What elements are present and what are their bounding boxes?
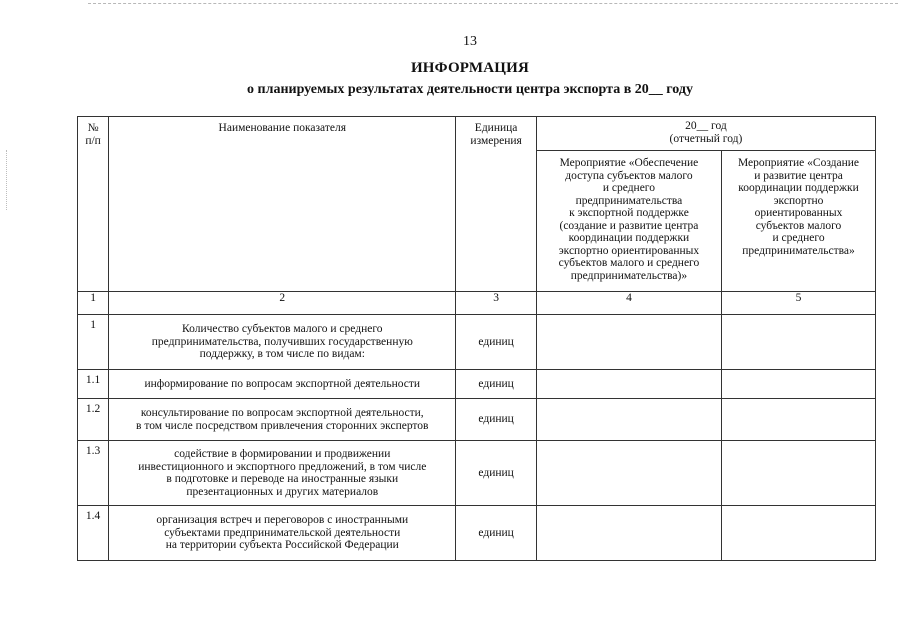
document-title: ИНФОРМАЦИЯ [410,60,530,76]
row-value-col5 [722,399,876,441]
header-num: № п/п [78,117,109,292]
column-number: 5 [722,292,876,315]
table-header-row [78,117,876,151]
table-row [78,370,876,399]
row-value-col5 [722,315,876,370]
row-unit: единиц [456,506,537,561]
row-number: 1 [78,315,109,370]
document-subtitle: о планируемых результатах деятельности центра экспорта в 20__ году [247,82,693,97]
results-table [77,116,876,561]
row-value-col4 [536,315,721,370]
scan-top-border [88,3,898,4]
row-value-col5 [722,506,876,561]
row-value-col5 [722,370,876,399]
table-row [78,399,876,441]
table-row [78,506,876,561]
row-number: 1.3 [78,441,109,506]
row-indicator-name: консультирование по вопросам экспортной деятельности, в том числе посредством привлечения сторонних экспертов [109,399,456,441]
column-number: 3 [456,292,537,315]
header-event-1: Мероприятие «Обеспечение доступа субъектов малого и среднего предпринимательства к экспортной поддержке (создание и развитие центра координации поддержки экспортно ориентированных субъектов малого и среднего предпринимательства)» [536,151,721,292]
row-number: 1.4 [78,506,109,561]
header-reporting-year: 20__ год (отчетный год) [536,117,875,151]
row-value-col5 [722,441,876,506]
row-indicator-name: содействие в формировании и продвижении инвестиционного и экспортного предложений, в том числе в подготовке и переводе на иностранные языки презентационных и других материалов [109,441,456,506]
column-number: 2 [109,292,456,315]
table-row [78,315,876,370]
row-indicator-name: Количество субъектов малого и среднего предпринимательства, получивших государственную поддержку, в том числе по видам: [109,315,456,370]
row-number: 1.1 [78,370,109,399]
row-value-col4 [536,370,721,399]
scan-margin-mark [6,150,8,210]
page-number: 13 [463,34,477,49]
column-numbers-row [78,292,876,315]
row-unit: единиц [456,399,537,441]
column-number: 1 [78,292,109,315]
row-value-col4 [536,506,721,561]
header-indicator-name: Наименование показателя [109,117,456,292]
row-indicator-name: организация встреч и переговоров с иностранными субъектами предпринимательской деятельности на территории субъекта Российской Федерации [109,506,456,561]
header-unit: Единица измерения [456,117,537,292]
row-number: 1.2 [78,399,109,441]
header-event-2: Мероприятие «Создание и развитие центра координации поддержки экспортно ориентированных субъектов малого и среднего предпринимательства» [722,151,876,292]
row-indicator-name: информирование по вопросам экспортной деятельности [109,370,456,399]
row-value-col4 [536,399,721,441]
row-unit: единиц [456,315,537,370]
row-value-col4 [536,441,721,506]
row-unit: единиц [456,370,537,399]
table-row [78,441,876,506]
row-unit: единиц [456,441,537,506]
column-number: 4 [536,292,721,315]
